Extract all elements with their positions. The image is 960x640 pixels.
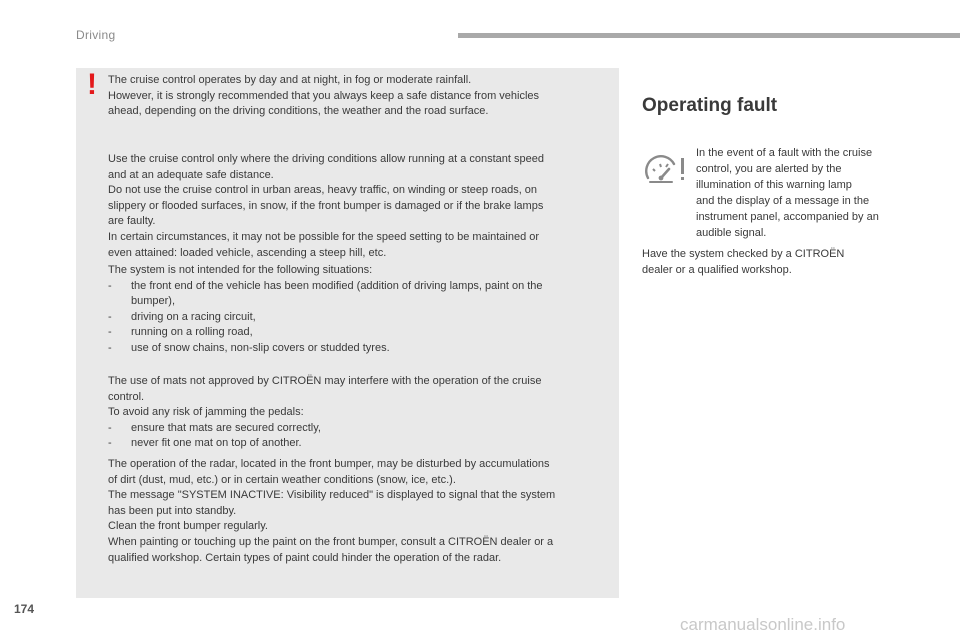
warning-icon: ! [87, 68, 97, 101]
list-item: - the front end of the vehicle has been modified (addition of driving lamps, paint on the bumper), [108, 279, 543, 308]
header-bar [458, 33, 960, 38]
operating-fault-text: In the event of a fault with the cruise control, you are alerted by the illumination of this warning lamp and the display of a message in the instrument panel, accompanied by an audible signal. [696, 147, 879, 239]
warning-para-5: The operation of the radar, located in the front bumper, may be disturbed by accumulations of dirt (dust, mud, etc.) or in certain weather conditions (snow, ice, etc.). The message "SYSTEM INACTIVE: Visibility reduced" is displayed to signal that the system has been put into standby. Clean the front bumper regularly. When painting or touching up the paint on the front bumper, consult a CITROËN dealer or a qualified workshop. Certain types of paint could hinder the operation of the radar. [108, 458, 556, 564]
operating-fault-advice: Have the system checked by a CITROËN dealer or a qualified workshop. [642, 248, 845, 276]
list-item: - driving on a racing circuit, [108, 310, 256, 323]
list-item: - ensure that mats are secured correctly, [108, 421, 321, 434]
warning-para-2: Use the cruise control only where the driving conditions allow running at a constant speed and at an adequate safe distance. Do not use the cruise control in urban areas, heavy traffic, on winding or steep roads, on slippery or flooded surfaces, in snow, if the front bumper is damaged or if the brake lamps are faulty. In certain circumstances, it may not be possible for the speed setting to be maintained or even attained: loaded vehicle, ascending a steep hill, etc. [108, 153, 544, 259]
warning-para-3: The system is not intended for the following situations: - the front end of the vehicle has been modified (addition of driving lamps, paint on the bumper), - driving on a racing circuit, - running on a rolling road, - use of snow chains, non-slip covers or studded tyres. [108, 263, 608, 357]
warning-para-4: The use of mats not approved by CITROËN may interfere with the operation of the cruise control. To avoid any risk of jamming the pedals: - ensure that mats are secured correctly, - never fit one mat on top of another. [108, 374, 608, 452]
list-item: - running on a rolling road, [108, 326, 253, 339]
watermark: carmanualsonline.info [680, 615, 846, 634]
section-title: Driving [76, 28, 116, 42]
warning-para-1: The cruise control operates by day and at night, in fog or moderate rainfall. However, it is strongly recommended that you always keep a safe distance from vehicles ahead, depending on the driving conditions, the weather and the road surface. [108, 74, 540, 118]
page-number: 174 [14, 602, 35, 616]
list-item: - never fit one mat on top of another. [108, 437, 302, 450]
list-item: - use of snow chains, non-slip covers or studded tyres. [108, 341, 390, 354]
operating-fault-title: Operating fault [642, 95, 778, 116]
cruise-control-fault-icon [644, 152, 688, 186]
